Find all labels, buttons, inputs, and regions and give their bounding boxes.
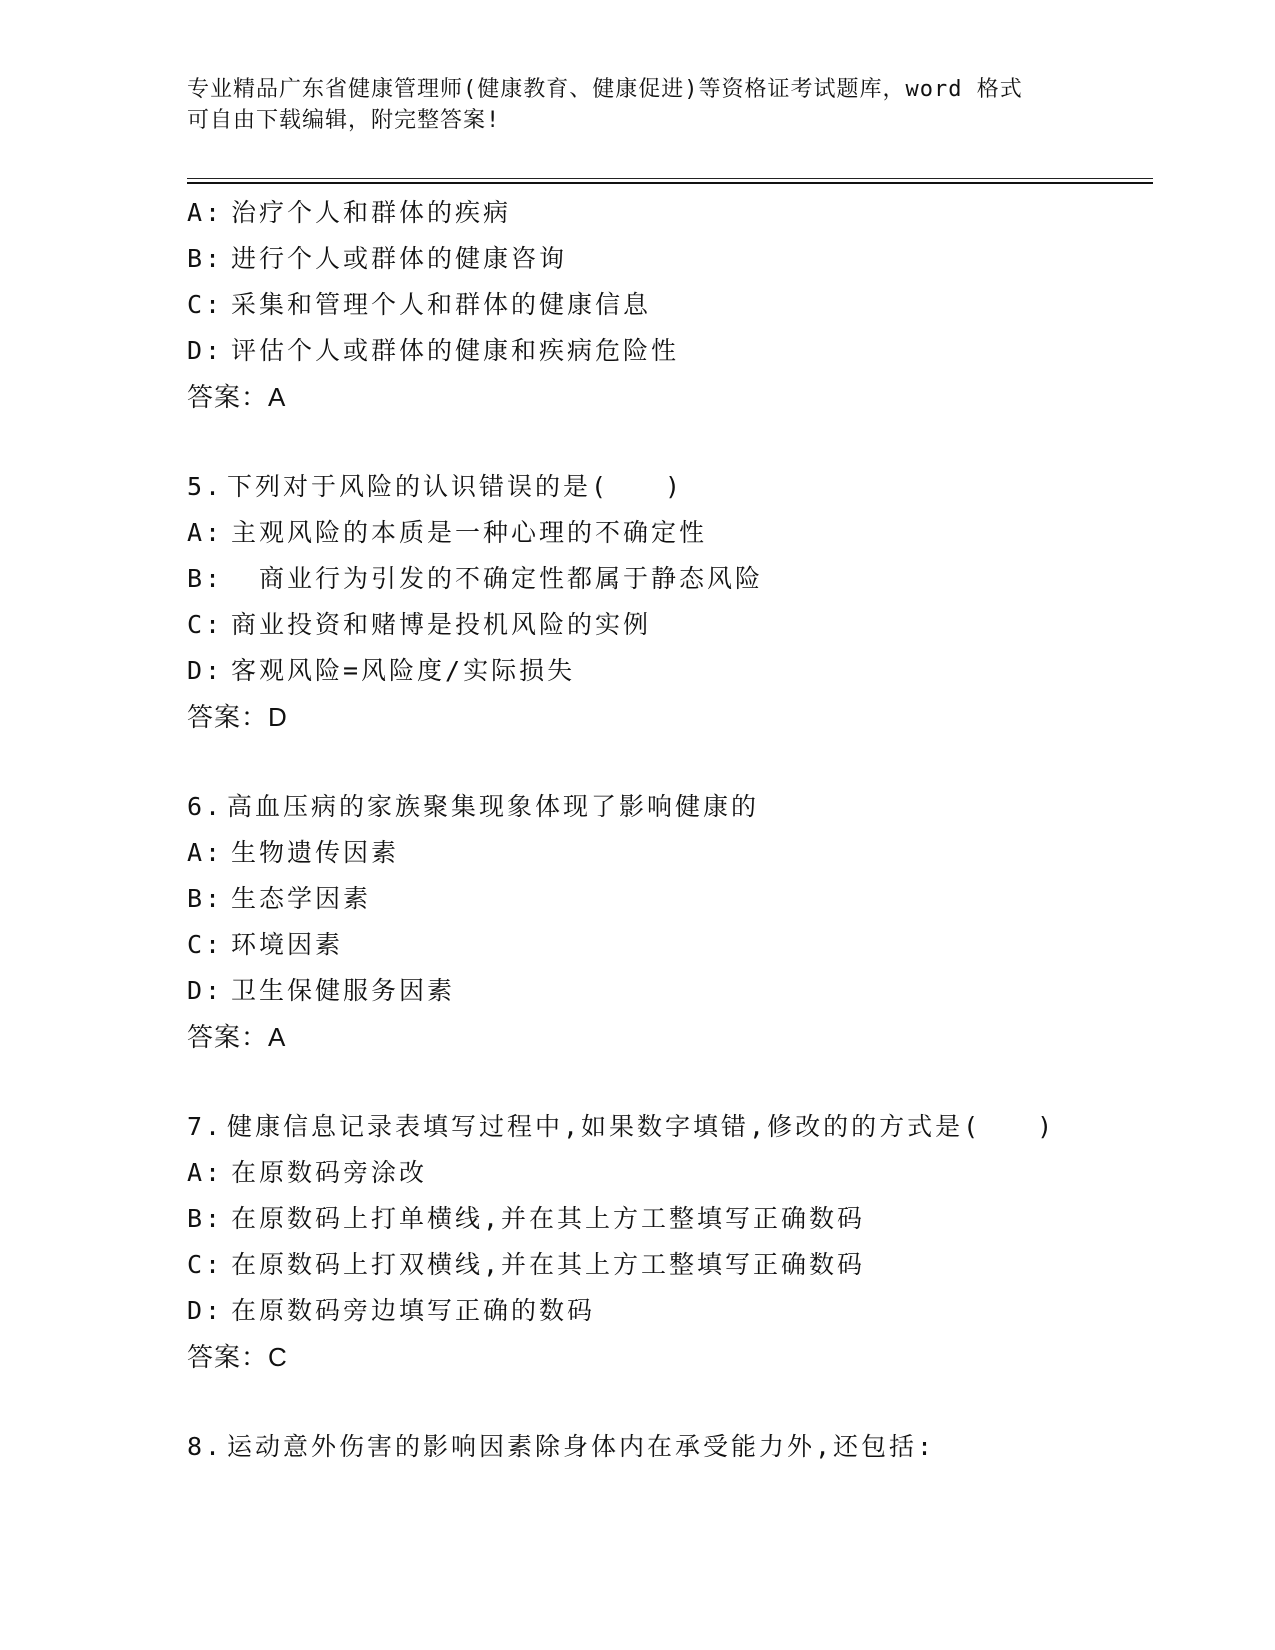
option-c: C: 环境因素 [187, 930, 344, 959]
header-divider-thin [187, 178, 1153, 179]
option-b: B: 生态学因素 [187, 884, 372, 913]
question-6 [187, 784, 1147, 1060]
option-d: D: 卫生保健服务因素 [187, 976, 456, 1005]
spacer [187, 1060, 1147, 1104]
option-b: B: 在原数码上打单横线,并在其上方工整填写正确数码 [187, 1204, 866, 1233]
header-line-2: 可自由下载编辑，附完整答案! [187, 108, 501, 133]
answer-line: 答案：A [187, 1022, 287, 1052]
question-8 [187, 1424, 1147, 1470]
question-7 [187, 1104, 1147, 1380]
spacer [187, 740, 1147, 784]
question-stem: 6. 高血压病的家族聚集现象体现了影响健康的 [187, 792, 760, 821]
spacer [187, 1380, 1147, 1424]
option-c: C: 商业投资和赌博是投机风险的实例 [187, 610, 652, 639]
question-stem: 5. 下列对于风险的认识错误的是( ) [187, 472, 684, 501]
answer-line: 答案：C [187, 1342, 288, 1372]
question-4 [187, 190, 1147, 420]
option-c: C: 采集和管理个人和群体的健康信息 [187, 290, 652, 319]
question-stem: 8. 运动意外伤害的影响因素除身体内在承受能力外,还包括: [187, 1432, 936, 1461]
option-a: A: 治疗个人和群体的疾病 [187, 198, 512, 227]
answer-line: 答案：D [187, 702, 288, 732]
answer-line: 答案：A [187, 382, 287, 412]
option-a: A: 主观风险的本质是一种心理的不确定性 [187, 518, 708, 547]
option-a: A: 在原数码旁涂改 [187, 1158, 428, 1187]
document-header [187, 74, 1087, 136]
option-d: D: 在原数码旁边填写正确的数码 [187, 1296, 596, 1325]
header-divider-thick [187, 182, 1153, 184]
option-b: B: 商业行为引发的不确定性都属于静态风险 [187, 564, 764, 593]
header-line-1: 专业精品广东省健康管理师(健康教育、健康促进)等资格证考试题库，word 格式 [187, 77, 1023, 102]
option-d: D: 评估个人或群体的健康和疾病危险性 [187, 336, 680, 365]
option-c: C: 在原数码上打双横线,并在其上方工整填写正确数码 [187, 1250, 866, 1279]
option-d: D: 客观风险=风险度/实际损失 [187, 656, 576, 685]
question-stem: 7. 健康信息记录表填写过程中,如果数字填错,修改的的方式是( ) [187, 1112, 1056, 1141]
question-5 [187, 464, 1147, 740]
option-b: B: 进行个人或群体的健康咨询 [187, 244, 568, 273]
option-a: A: 生物遗传因素 [187, 838, 400, 867]
question-list [187, 190, 1147, 1470]
spacer [187, 420, 1147, 464]
